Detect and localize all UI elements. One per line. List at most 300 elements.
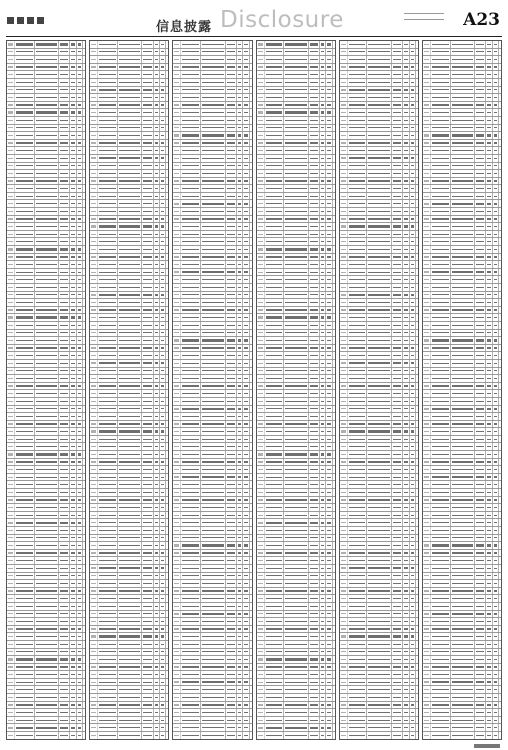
table-row — [7, 109, 85, 117]
table-cell — [333, 193, 335, 200]
table-cell — [59, 330, 70, 337]
table-cell — [201, 238, 225, 245]
table-cell — [118, 163, 142, 170]
table-row — [173, 276, 251, 284]
table-cell — [201, 132, 225, 139]
table-row — [90, 618, 168, 626]
table-cell — [59, 368, 70, 375]
table-cell — [181, 246, 201, 253]
table-row — [173, 216, 251, 224]
table-cell — [98, 535, 118, 542]
table-cell — [35, 497, 59, 504]
table-cell — [250, 178, 252, 185]
table-cell — [98, 557, 118, 564]
table-cell — [98, 109, 118, 116]
table-cell — [7, 390, 15, 397]
table-cell — [83, 398, 85, 405]
table-cell — [173, 360, 181, 367]
table-cell — [7, 451, 15, 458]
table-cell — [7, 679, 15, 686]
table-cell — [83, 208, 85, 215]
table-row — [90, 709, 168, 717]
table-cell — [166, 383, 168, 390]
table-cell — [142, 352, 153, 359]
table-cell — [181, 383, 201, 390]
table-cell — [142, 41, 153, 48]
table-cell — [83, 466, 85, 473]
table-column-1 — [6, 40, 86, 740]
table-cell — [333, 125, 335, 132]
table-cell — [118, 276, 142, 283]
table-cell — [226, 299, 237, 306]
table-cell — [35, 307, 59, 314]
table-cell — [90, 147, 98, 154]
table-cell — [59, 489, 70, 496]
table-cell — [7, 147, 15, 154]
table-cell — [90, 390, 98, 397]
table-cell — [59, 573, 70, 580]
table-row — [7, 276, 85, 284]
table-cell — [257, 200, 265, 207]
table-cell — [118, 451, 142, 458]
table-cell — [15, 261, 35, 268]
table-row — [257, 117, 335, 125]
table-row — [7, 398, 85, 406]
table-cell — [142, 732, 153, 739]
table-row — [7, 125, 85, 133]
table-cell — [59, 451, 70, 458]
table-cell — [142, 231, 153, 238]
table-cell — [173, 580, 181, 587]
table-cell — [250, 64, 252, 71]
table-row — [7, 497, 85, 505]
table-cell — [250, 352, 252, 359]
table-cell — [166, 724, 168, 731]
table-cell — [284, 41, 308, 48]
table-cell — [98, 474, 118, 481]
table-cell — [173, 626, 181, 633]
table-cell — [15, 626, 35, 633]
table-cell — [118, 147, 142, 154]
table-cell — [98, 292, 118, 299]
table-cell — [173, 694, 181, 701]
table-cell — [250, 56, 252, 63]
table-cell — [166, 626, 168, 633]
table-row — [90, 185, 168, 193]
table-row — [90, 527, 168, 535]
table-cell — [59, 269, 70, 276]
table-cell — [181, 238, 201, 245]
table-cell — [166, 49, 168, 56]
table-cell — [7, 163, 15, 170]
table-cell — [90, 497, 98, 504]
table-cell — [59, 519, 70, 526]
table-cell — [83, 671, 85, 678]
table-cell — [181, 497, 201, 504]
table-cell — [284, 193, 308, 200]
table-cell — [265, 71, 285, 78]
table-cell — [173, 413, 181, 420]
table-cell — [98, 276, 118, 283]
table-row — [7, 481, 85, 489]
table-cell — [201, 519, 225, 526]
table-cell — [7, 330, 15, 337]
table-cell — [7, 208, 15, 215]
table-cell — [118, 71, 142, 78]
table-row — [173, 724, 251, 732]
table-cell — [83, 474, 85, 481]
table-cell — [15, 550, 35, 557]
table-row — [173, 550, 251, 558]
table-cell — [181, 724, 201, 731]
table-cell — [83, 322, 85, 329]
table-cell — [265, 163, 285, 170]
table-cell — [309, 163, 320, 170]
table-cell — [284, 132, 308, 139]
page-number: A23 — [463, 10, 500, 30]
table-cell — [309, 49, 320, 56]
table-cell — [250, 649, 252, 656]
table-cell — [7, 200, 15, 207]
table-cell — [83, 406, 85, 413]
table-cell — [226, 231, 237, 238]
table-cell — [201, 702, 225, 709]
table-cell — [201, 527, 225, 534]
table-cell — [284, 216, 308, 223]
table-cell — [250, 163, 252, 170]
table-cell — [173, 717, 181, 724]
table-cell — [284, 64, 308, 71]
table-row — [173, 413, 251, 421]
table-row — [90, 276, 168, 284]
table-cell — [118, 421, 142, 428]
table-cell — [35, 314, 59, 321]
table-cell — [201, 322, 225, 329]
table-cell — [226, 443, 237, 450]
table-cell — [35, 56, 59, 63]
table-cell — [83, 709, 85, 716]
table-cell — [83, 345, 85, 352]
table-cell — [118, 717, 142, 724]
table-cell — [181, 694, 201, 701]
table-cell — [166, 269, 168, 276]
table-cell — [98, 330, 118, 337]
table-cell — [250, 512, 252, 519]
table-cell — [59, 41, 70, 48]
table-cell — [35, 64, 59, 71]
table-cell — [90, 117, 98, 124]
table-cell — [173, 231, 181, 238]
table-cell — [201, 102, 225, 109]
table-row — [7, 649, 85, 657]
table-cell — [284, 140, 308, 147]
table-cell — [59, 550, 70, 557]
table-cell — [142, 686, 153, 693]
table-cell — [35, 163, 59, 170]
table-row — [173, 436, 251, 444]
table-cell — [59, 671, 70, 678]
table-cell — [166, 56, 168, 63]
table-cell — [257, 94, 265, 101]
table-cell — [7, 686, 15, 693]
table-cell — [226, 330, 237, 337]
table-cell — [166, 390, 168, 397]
table-cell — [309, 223, 320, 230]
table-row — [90, 580, 168, 588]
table-cell — [7, 117, 15, 124]
table-cell — [98, 254, 118, 261]
table-cell — [15, 352, 35, 359]
table-row — [173, 603, 251, 611]
table-cell — [250, 664, 252, 671]
table-cell — [35, 337, 59, 344]
table-cell — [257, 261, 265, 268]
table-row — [90, 557, 168, 565]
table-cell — [90, 193, 98, 200]
table-cell — [201, 368, 225, 375]
table-cell — [59, 231, 70, 238]
table-cell — [166, 436, 168, 443]
table-cell — [142, 671, 153, 678]
table-cell — [7, 132, 15, 139]
table-cell — [173, 56, 181, 63]
table-cell — [83, 79, 85, 86]
table-cell — [90, 603, 98, 610]
table-cell — [83, 238, 85, 245]
table-cell — [98, 345, 118, 352]
table-cell — [226, 679, 237, 686]
table-cell — [250, 170, 252, 177]
table-cell — [35, 269, 59, 276]
table-row — [7, 580, 85, 588]
table-cell — [7, 542, 15, 549]
table-cell — [142, 557, 153, 564]
table-cell — [7, 71, 15, 78]
table-cell — [142, 641, 153, 648]
table-cell — [83, 626, 85, 633]
table-cell — [98, 694, 118, 701]
table-cell — [35, 330, 59, 337]
table-row — [90, 246, 168, 254]
table-row — [173, 246, 251, 254]
table-cell — [7, 717, 15, 724]
table-cell — [166, 299, 168, 306]
table-cell — [7, 656, 15, 663]
table-cell — [166, 185, 168, 192]
table-row — [90, 671, 168, 679]
table-cell — [15, 671, 35, 678]
table-row — [7, 170, 85, 178]
table-row — [173, 185, 251, 193]
table-cell — [250, 626, 252, 633]
table-cell — [83, 481, 85, 488]
table-cell — [226, 542, 237, 549]
table-row — [90, 603, 168, 611]
table-row — [7, 466, 85, 474]
table-cell — [98, 383, 118, 390]
table-cell — [118, 398, 142, 405]
table-cell — [59, 170, 70, 177]
table-cell — [201, 64, 225, 71]
table-cell — [257, 79, 265, 86]
table-cell — [83, 163, 85, 170]
table-cell — [142, 550, 153, 557]
table-cell — [181, 451, 201, 458]
table-cell — [181, 565, 201, 572]
table-cell — [173, 595, 181, 602]
table-cell — [59, 618, 70, 625]
table-cell — [181, 443, 201, 450]
table-cell — [35, 94, 59, 101]
table-cell — [201, 163, 225, 170]
table-cell — [83, 147, 85, 154]
table-cell — [173, 641, 181, 648]
table-cell — [35, 223, 59, 230]
table-cell — [257, 41, 265, 48]
table-cell — [166, 611, 168, 618]
table-cell — [15, 580, 35, 587]
table-cell — [83, 368, 85, 375]
table-cell — [118, 459, 142, 466]
table-cell — [83, 193, 85, 200]
table-cell — [181, 94, 201, 101]
table-cell — [83, 330, 85, 337]
table-cell — [257, 125, 265, 132]
table-cell — [90, 132, 98, 139]
table-cell — [90, 299, 98, 306]
table-cell — [15, 246, 35, 253]
table-cell — [226, 649, 237, 656]
table-cell — [309, 132, 320, 139]
table-cell — [173, 375, 181, 382]
table-cell — [181, 550, 201, 557]
table-cell — [250, 216, 252, 223]
table-cell — [333, 79, 335, 86]
table-cell — [226, 223, 237, 230]
table-cell — [166, 557, 168, 564]
table-cell — [98, 580, 118, 587]
table-cell — [118, 87, 142, 94]
table-cell — [166, 231, 168, 238]
table-cell — [181, 140, 201, 147]
table-cell — [118, 428, 142, 435]
table-cell — [201, 155, 225, 162]
table-cell — [142, 383, 153, 390]
table-cell — [98, 406, 118, 413]
table-cell — [98, 147, 118, 154]
table-cell — [59, 702, 70, 709]
table-cell — [35, 193, 59, 200]
table-row — [7, 656, 85, 664]
table-cell — [333, 132, 335, 139]
table-cell — [7, 102, 15, 109]
table-row — [7, 216, 85, 224]
table-row — [7, 406, 85, 414]
table-cell — [201, 542, 225, 549]
table-cell — [173, 611, 181, 618]
table-cell — [35, 375, 59, 382]
table-cell — [15, 436, 35, 443]
table-cell — [90, 535, 98, 542]
table-cell — [7, 497, 15, 504]
table-cell — [166, 147, 168, 154]
table-cell — [226, 375, 237, 382]
table-cell — [201, 466, 225, 473]
table-cell — [250, 709, 252, 716]
table-row — [7, 41, 85, 49]
table-cell — [35, 284, 59, 291]
table-cell — [59, 140, 70, 147]
table-cell — [118, 649, 142, 656]
table-cell — [142, 64, 153, 71]
table-cell — [90, 649, 98, 656]
table-cell — [173, 443, 181, 450]
table-cell — [173, 330, 181, 337]
table-cell — [90, 588, 98, 595]
table-cell — [83, 436, 85, 443]
table-cell — [250, 557, 252, 564]
table-cell — [173, 702, 181, 709]
table-row — [7, 132, 85, 140]
table-cell — [7, 588, 15, 595]
table-row — [173, 284, 251, 292]
table-cell — [181, 254, 201, 261]
table-row — [173, 125, 251, 133]
table-cell — [166, 580, 168, 587]
table-cell — [309, 94, 320, 101]
table-row — [173, 383, 251, 391]
table-cell — [59, 64, 70, 71]
table-cell — [226, 512, 237, 519]
table-cell — [59, 163, 70, 170]
table-cell — [181, 345, 201, 352]
table-cell — [118, 109, 142, 116]
table-cell — [250, 254, 252, 261]
table-cell — [142, 481, 153, 488]
table-cell — [59, 679, 70, 686]
table-cell — [226, 428, 237, 435]
table-cell — [59, 208, 70, 215]
table-cell — [118, 322, 142, 329]
table-cell — [142, 573, 153, 580]
table-cell — [118, 709, 142, 716]
table-cell — [83, 497, 85, 504]
table-cell — [7, 246, 15, 253]
table-row — [7, 178, 85, 186]
table-cell — [90, 557, 98, 564]
table-cell — [59, 421, 70, 428]
table-cell — [333, 147, 335, 154]
table-cell — [142, 261, 153, 268]
table-cell — [7, 79, 15, 86]
table-cell — [226, 413, 237, 420]
table-cell — [59, 497, 70, 504]
table-cell — [201, 314, 225, 321]
table-cell — [35, 694, 59, 701]
table-cell — [181, 489, 201, 496]
table-cell — [90, 231, 98, 238]
table-cell — [7, 375, 15, 382]
table-cell — [201, 330, 225, 337]
table-row — [7, 550, 85, 558]
table-cell — [90, 732, 98, 739]
table-row — [90, 489, 168, 497]
table-cell — [333, 41, 335, 48]
table-cell — [201, 686, 225, 693]
table-cell — [309, 170, 320, 177]
table-cell — [201, 360, 225, 367]
table-cell — [7, 276, 15, 283]
